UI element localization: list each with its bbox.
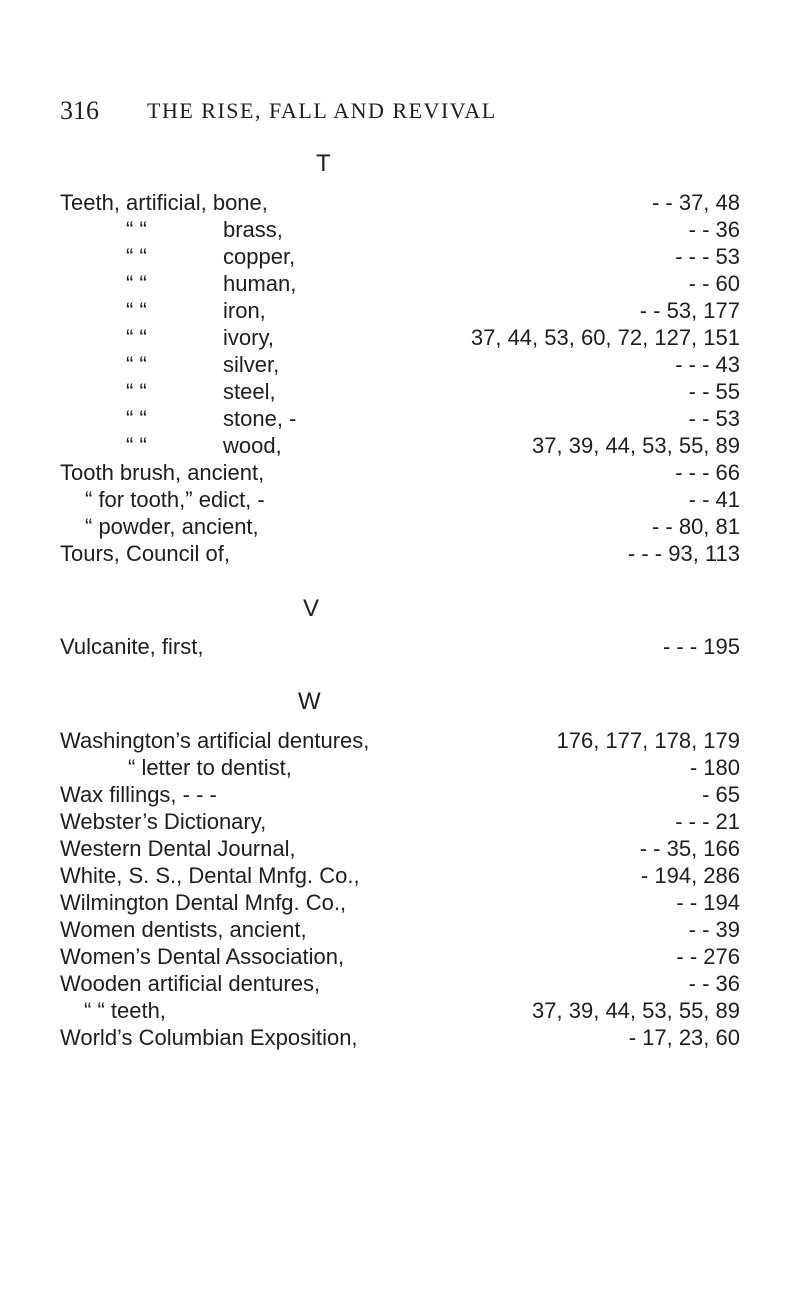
- index-entry: [60, 487, 740, 513]
- entry-pages: 176, 177, 178, 179: [556, 728, 740, 753]
- entry-pages: - - 36: [688, 217, 740, 242]
- entry-pages: - - 35, 166: [639, 836, 740, 861]
- index-entry: [60, 379, 740, 405]
- index-entry: [60, 460, 740, 486]
- entry-pages: - 194, 286: [640, 863, 740, 888]
- running-title: THE RISE, FALL AND REVIVAL: [147, 98, 497, 123]
- entry-pages: - - 41: [688, 487, 740, 512]
- section-letter-w: W: [298, 688, 321, 715]
- entry-pages: - - - 66: [675, 460, 740, 485]
- entry-pages: 37, 39, 44, 53, 55, 89: [532, 998, 740, 1023]
- entry-pages: 37, 39, 44, 53, 55, 89: [532, 433, 740, 458]
- section-letter-v: V: [303, 595, 320, 622]
- index-entry: [60, 325, 740, 351]
- entry-label: Tooth brush, ancient,: [60, 460, 265, 485]
- entry-label: Western Dental Journal,: [60, 836, 296, 861]
- entry-pages: - 65: [702, 782, 740, 807]
- index-entry: [60, 890, 740, 916]
- entry-pages: - - - 93, 113: [627, 541, 740, 566]
- entry-label: “ for tooth,” edict, -: [85, 487, 265, 512]
- index-entry: [60, 755, 740, 781]
- entry-pages: - - 276: [676, 944, 740, 969]
- index-entry: [60, 728, 740, 754]
- entry-label: Teeth, artificial, bone,: [60, 190, 268, 215]
- entry-pages: - - - 195: [662, 634, 740, 659]
- ditto-marks: “ “: [126, 217, 147, 242]
- entry-pages: - - 36: [688, 971, 740, 996]
- ditto-marks: “ “: [126, 271, 147, 296]
- entry-label: Women dentists, ancient,: [60, 917, 307, 942]
- entry-label: Wax fillings, - - -: [60, 782, 217, 807]
- entry-label: wood,: [223, 433, 282, 458]
- entry-label: “ letter to dentist,: [128, 755, 292, 780]
- entry-label: Tours, Council of,: [60, 541, 230, 566]
- entry-label: White, S. S., Dental Mnfg. Co.,: [60, 863, 360, 888]
- ditto-marks: “ “: [126, 406, 147, 431]
- entry-pages: - - 194: [676, 890, 740, 915]
- entry-label: steel,: [223, 379, 276, 404]
- entry-label: World’s Columbian Exposition,: [60, 1025, 358, 1050]
- entry-pages: - - 53, 177: [639, 298, 740, 323]
- index-entry: [60, 541, 740, 567]
- entry-label: Washington’s artificial dentures,: [60, 728, 370, 753]
- entry-pages: - 180: [689, 755, 740, 780]
- entry-label: Wooden artificial dentures,: [60, 971, 321, 996]
- entry-pages: - - 37, 48: [651, 190, 740, 215]
- entry-label: Wilmington Dental Mnfg. Co.,: [60, 890, 347, 915]
- section-letter-t: T: [316, 150, 331, 177]
- entry-label: brass,: [223, 217, 283, 242]
- entry-pages: 37, 44, 53, 60, 72, 127, 151: [470, 325, 740, 350]
- index-entry: [60, 782, 740, 808]
- ditto-marks: “ “: [126, 325, 147, 350]
- entry-label: Vulcanite, first,: [60, 634, 204, 659]
- entry-pages: - - 60: [688, 271, 740, 296]
- ditto-marks: “ “: [126, 352, 147, 377]
- entry-label: human,: [223, 271, 297, 296]
- index-entry: [60, 809, 740, 835]
- index-entry: [60, 998, 740, 1024]
- entry-label: stone, -: [223, 406, 297, 431]
- entry-pages: - 17, 23, 60: [628, 1025, 740, 1050]
- entry-label: “ powder, ancient,: [85, 514, 259, 539]
- index-entry: [60, 433, 740, 459]
- index-entry: [60, 406, 740, 432]
- ditto-marks: “ “: [126, 244, 147, 269]
- entry-label: Webster’s Dictionary,: [60, 809, 267, 834]
- index-entry: [60, 244, 740, 270]
- index-entry: [60, 352, 740, 378]
- index-entry: [60, 944, 740, 970]
- entry-label: iron,: [223, 298, 266, 323]
- index-entry: [60, 917, 740, 943]
- index-entry: [60, 634, 740, 660]
- index-entry: [60, 190, 740, 216]
- ditto-marks: “ “: [126, 298, 147, 323]
- index-entry: [60, 298, 740, 324]
- index-entry: [60, 863, 740, 889]
- entry-label: silver,: [223, 352, 280, 377]
- index-entry: [60, 271, 740, 297]
- index-entry: [60, 514, 740, 540]
- entry-pages: - - - 21: [675, 809, 740, 834]
- index-entry: [60, 217, 740, 243]
- entry-pages: - - 39: [688, 917, 740, 942]
- entry-label: Women’s Dental Association,: [60, 944, 345, 969]
- entry-label: “ “ teeth,: [84, 998, 166, 1023]
- index-entry: [60, 971, 740, 997]
- page-number: 316: [60, 96, 99, 125]
- index-entry: [60, 836, 740, 862]
- entry-pages: - - 55: [688, 379, 740, 404]
- entry-label: copper,: [223, 244, 296, 269]
- ditto-marks: “ “: [126, 433, 147, 458]
- index-entry: [60, 1025, 740, 1051]
- ditto-marks: “ “: [126, 379, 147, 404]
- entry-pages: - - 80, 81: [651, 514, 740, 539]
- entry-pages: - - 53: [688, 406, 740, 431]
- entry-pages: - - - 53: [675, 244, 740, 269]
- entry-pages: - - - 43: [675, 352, 740, 377]
- entry-label: ivory,: [223, 325, 274, 350]
